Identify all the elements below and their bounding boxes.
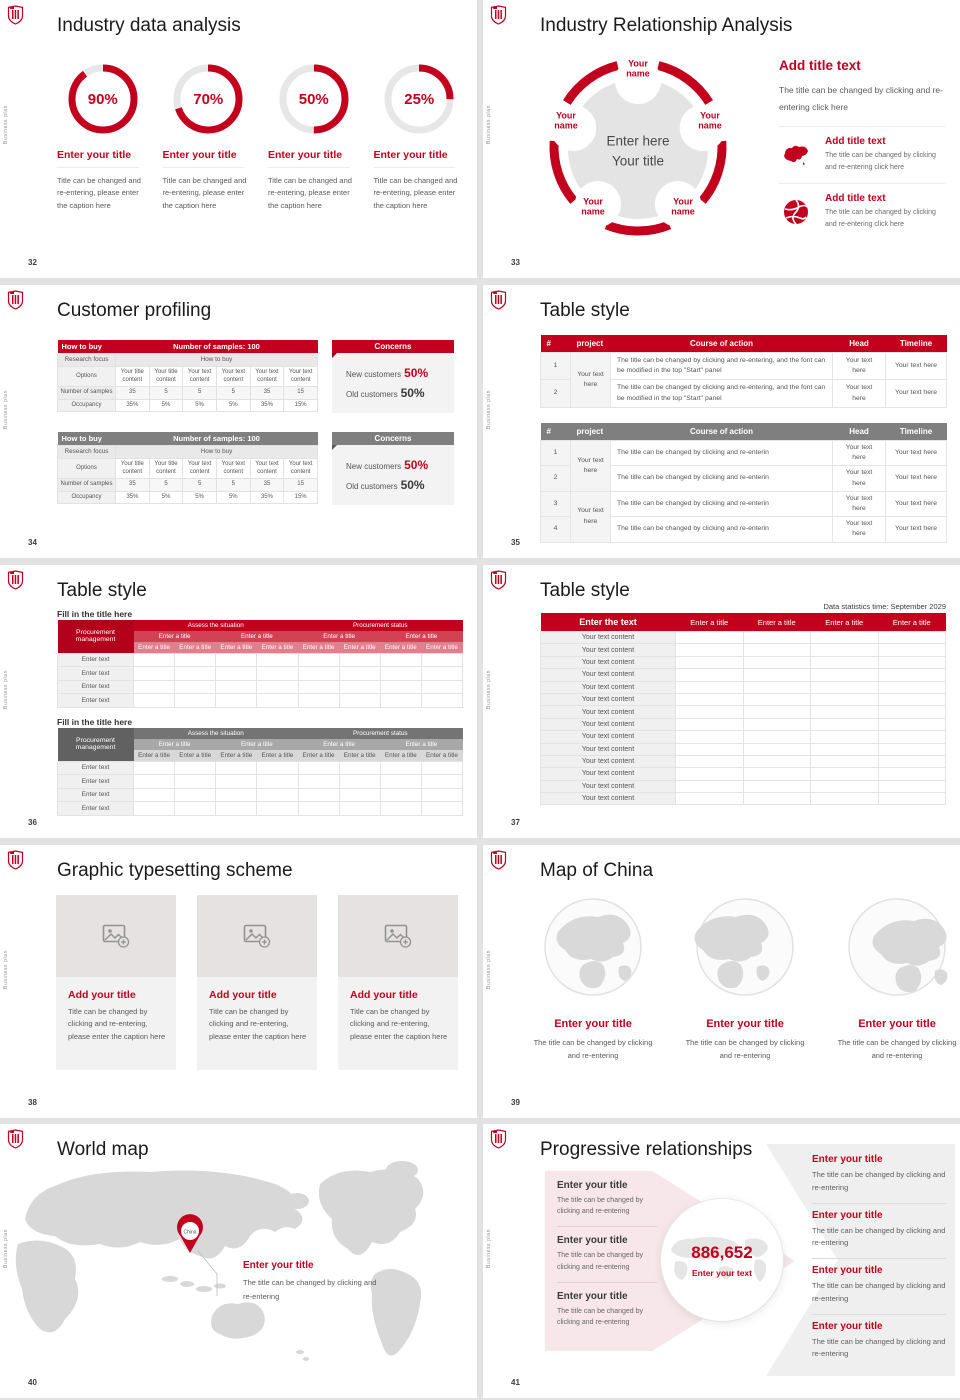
table-row: Your text content xyxy=(541,780,946,792)
table-row: Your text content xyxy=(541,706,946,718)
item-caption: Title can be changed and re-entering, please enter the caption here xyxy=(57,176,141,210)
world-map-graphic xyxy=(12,1156,472,1374)
globe-icon xyxy=(779,193,813,231)
card-caption: Title can be changed by clicking and re-entering, please enter the caption here xyxy=(350,1007,448,1041)
shield-logo-icon xyxy=(490,1129,507,1149)
procurement-table-gray: Procurement management Assess the situation Procurement status Enter a title Enter a title Enter a title Enter a title Enter a title Enter a title Enter a title Enter a title Enter a title Enter a title Enter a title Enter a title Enter text Enter text Enter text Enter text xyxy=(57,728,463,816)
concerns-box-red: Concerns New customers 50% Old customers 50% xyxy=(332,340,454,413)
image-placeholder xyxy=(197,895,317,977)
shield-logo-icon xyxy=(490,5,507,25)
slide-thumbnail-36[interactable] xyxy=(0,565,477,838)
item-title: Enter your title xyxy=(812,1209,883,1221)
shield-logo-icon xyxy=(7,290,24,310)
sidebar-vertical-text: Business plan xyxy=(3,105,9,144)
table-row: Enter text xyxy=(58,788,463,802)
concerns-header: Concerns xyxy=(332,340,454,353)
image-placeholder xyxy=(338,895,458,977)
slide-title: Graphic typesetting scheme xyxy=(57,860,293,881)
slide-title: Map of China xyxy=(540,860,654,881)
donut-stat-item xyxy=(268,62,360,212)
page-number: 37 xyxy=(511,818,520,827)
action-table-gray: # project Course of action Head Timeline 1 Your text here The title can be changed by clicking and re-enterin Your text here Your text here 2 The title can be changed by clicking and re-enterin Your text here Your text here 3 Your text here The title can be changed by clicking and re-enterin Your text here Your text here 4 The title can be changed by clicking and re-enterin Your text here Your text here xyxy=(540,423,947,543)
right-text-column xyxy=(779,58,945,240)
progress-item xyxy=(557,1226,657,1281)
donut-percent-label: 25% xyxy=(404,90,435,108)
page-number: 35 xyxy=(511,538,520,547)
donut-stats-row xyxy=(57,62,465,212)
table-row: Your text content xyxy=(541,669,946,681)
feature-item xyxy=(779,184,945,240)
right-item-list xyxy=(812,1148,946,1369)
globe-icon xyxy=(845,895,949,999)
item-caption: Title can be changed and re-entering, please enter the caption here xyxy=(162,176,247,210)
shield-logo-icon xyxy=(7,850,24,870)
statistic-label: Enter your text xyxy=(692,1267,752,1278)
node-label: Your name xyxy=(554,110,578,131)
buying-table-red: How to buy Number of samples: 100 Research focus How to buy Options Your title content Your title content Your text content Your text content Your text content Your text content Number of samples 35 5 5 5 35 15 Occupancy 35% 5% 5% 5% 35% 15% xyxy=(57,340,318,412)
slide-title: Industry Relationship Analysis xyxy=(540,15,793,36)
item-title: Enter your title xyxy=(163,149,245,168)
shield-logo-icon xyxy=(490,570,507,590)
concerns-box-gray: Concerns New customers 50% Old customers 50% xyxy=(332,432,454,505)
globe-icon xyxy=(541,895,645,999)
item-title: Enter your title xyxy=(268,149,350,168)
progress-item xyxy=(812,1203,946,1259)
page-number: 38 xyxy=(28,1098,37,1107)
card-title: Add your title xyxy=(209,989,277,1001)
progress-item xyxy=(812,1148,946,1203)
item-caption: Title can be changed and re-entering, please enter the caption here xyxy=(373,176,458,210)
slide-title: Industry data analysis xyxy=(57,15,241,36)
slide-thumbnail-32[interactable] xyxy=(0,0,477,278)
sidebar-vertical-text: Business plan xyxy=(486,670,492,709)
item-title: Enter your title xyxy=(812,1154,883,1165)
statistic-value: 886,652 xyxy=(691,1242,753,1262)
table-row: Your text content xyxy=(541,644,946,656)
card-caption: Title can be changed by clicking and re-entering, please enter the caption here xyxy=(209,1007,307,1041)
table-row: Enter text xyxy=(58,802,463,816)
image-card xyxy=(56,895,176,1070)
item-caption: The title can be changed by clicking and re-entering xyxy=(812,1336,946,1359)
image-card xyxy=(197,895,317,1070)
globe-title: Enter your title xyxy=(858,1018,936,1030)
text-content-table: Enter the text Enter a title Enter a title Enter a title Enter a title Your text content Your text content Your text content Your text content Your text content Your text content Your text content Your text content Your text content Your text content Your text content Your text content Your text content Your text content xyxy=(540,613,946,805)
item-caption: The title can be changed by clicking and re-entering xyxy=(812,1281,946,1303)
table-row: Enter text xyxy=(58,653,463,667)
item-title: Enter your title xyxy=(374,149,456,168)
section-title: Fill in the title here xyxy=(57,717,133,727)
page-number: 33 xyxy=(511,258,520,267)
item-title: Enter your title xyxy=(57,149,139,168)
table-row: Your text content xyxy=(541,693,946,705)
image-card xyxy=(338,895,458,1070)
add-picture-icon xyxy=(243,924,271,948)
progress-item xyxy=(812,1258,946,1314)
image-card-row xyxy=(56,895,458,1070)
page-number: 40 xyxy=(28,1378,37,1387)
statistic-circle xyxy=(661,1199,783,1321)
sidebar-vertical-text: Business plan xyxy=(3,390,9,429)
table-row: Enter text xyxy=(58,761,463,775)
globe-caption: The title can be changed by clicking and re-entering xyxy=(685,1038,805,1061)
sidebar-vertical-text: Business plan xyxy=(486,1229,492,1268)
globe-title: Enter your title xyxy=(554,1018,632,1030)
progress-item xyxy=(812,1314,946,1370)
item-title: Enter your title xyxy=(557,1235,628,1247)
add-picture-icon xyxy=(384,924,412,948)
globe-caption: The title can be changed by clicking and re-entering xyxy=(837,1038,957,1061)
section-heading: Add title text xyxy=(779,58,861,73)
map-callout xyxy=(243,1260,383,1303)
section-title: Fill in the title here xyxy=(57,609,133,619)
globe-caption: The title can be changed by clicking and re-entering xyxy=(533,1038,653,1061)
table-row: Your text content xyxy=(541,681,946,693)
feature-body: The title can be changed by clicking and re-entering click here xyxy=(825,152,936,171)
feature-title: Add title text xyxy=(825,192,886,204)
slide-title: World map xyxy=(57,1139,149,1160)
item-caption: The title can be changed by clicking and re-entering xyxy=(812,1225,946,1248)
table-row: Your text content xyxy=(541,718,946,730)
slide-thumbnail-38[interactable] xyxy=(0,845,477,1118)
slide-thumbnail-34[interactable] xyxy=(0,285,477,558)
item-title: Enter your title xyxy=(812,1265,883,1276)
card-title: Add your title xyxy=(68,989,136,1001)
item-caption: The title can be changed by clicking and re-entering xyxy=(557,1307,644,1326)
table-row: Your text content xyxy=(541,755,946,767)
sidebar-vertical-text: Business plan xyxy=(486,105,492,144)
feature-body: The title can be changed by clicking and re-entering click here xyxy=(825,208,936,228)
card-title: Add your title xyxy=(350,989,418,1001)
table-row: Enter text xyxy=(58,680,463,694)
action-table-red: # project Course of action Head Timeline 1 Your text here The title can be changed by clicking and re-entering, and the font can be modified in the top "Start" panel Your text here Your text here 2 The title can be changed by clicking and re-entering, and the font can be modified in the top "Start" panel Your text here Your text here xyxy=(540,335,947,408)
image-placeholder xyxy=(56,895,176,977)
table-row: Your text content xyxy=(541,793,946,805)
gear-center-text: Enter here Your title xyxy=(606,133,670,168)
callout-caption: The title can be changed by clicking and re-entering xyxy=(243,1278,377,1301)
node-label: Your name xyxy=(698,110,722,131)
sidebar-vertical-text: Business plan xyxy=(3,950,9,989)
page-number: 41 xyxy=(511,1378,520,1387)
slide-title: Customer profiling xyxy=(57,300,212,321)
data-statistics-note: Data statistics time: September 2029 xyxy=(823,602,946,611)
section-body: The title can be changed by clicking and re-entering click here xyxy=(779,82,945,127)
table-row: Your text content xyxy=(541,768,946,780)
buying-table-gray: How to buy Number of samples: 100 Research focus How to buy Options Your title content Your title content Your text content Your text content Your text content Your text content Number of samples 35 5 5 5 35 15 Occupancy 35% 5% 5% 5% 35% 15% xyxy=(57,432,318,504)
page-number: 34 xyxy=(28,538,37,547)
globe-item xyxy=(837,895,957,1062)
node-label: Your name xyxy=(626,58,650,79)
concerns-header: Concerns xyxy=(332,432,454,445)
donut-stat-item xyxy=(57,62,149,212)
table-row: Enter text xyxy=(58,694,463,708)
sidebar-vertical-text: Business plan xyxy=(486,950,492,989)
globe-icon xyxy=(693,895,797,999)
table-row: Enter text xyxy=(58,667,463,681)
shield-logo-icon xyxy=(7,5,24,25)
shield-logo-icon xyxy=(7,570,24,590)
left-item-list xyxy=(557,1172,657,1337)
shield-logo-icon xyxy=(490,850,507,870)
item-title: Enter your title xyxy=(557,1180,628,1191)
slide-thumbnail-39[interactable] xyxy=(483,845,960,1118)
table-row: Your text content xyxy=(541,743,946,755)
slide-thumbnail-37[interactable] xyxy=(483,565,960,838)
table-row: Your text content xyxy=(541,632,946,644)
shield-logo-icon xyxy=(7,1129,24,1149)
slide-thumbnail-35[interactable] xyxy=(483,285,960,558)
donut-percent-label: 70% xyxy=(193,90,224,108)
table-row: Your text content xyxy=(541,731,946,743)
slide-title: Table style xyxy=(540,580,630,601)
callout-title: Enter your title xyxy=(243,1260,314,1271)
slide-title: Table style xyxy=(540,300,630,321)
page-number: 36 xyxy=(28,818,37,827)
globe-title: Enter your title xyxy=(706,1018,784,1030)
donut-percent-label: 50% xyxy=(298,90,329,108)
slide-title: Table style xyxy=(57,580,147,601)
sidebar-vertical-text: Business plan xyxy=(3,1229,9,1268)
card-caption: Title can be changed by clicking and re-entering, please enter the caption here xyxy=(68,1007,166,1041)
donut-stat-item xyxy=(374,62,466,212)
svg-text:China: China xyxy=(183,1229,197,1236)
donut-stat-item xyxy=(163,62,255,212)
sidebar-vertical-text: Business plan xyxy=(3,670,9,709)
node-label: Your name xyxy=(581,196,605,217)
item-caption: Title can be changed and re-entering, please enter the caption here xyxy=(268,176,352,210)
globe-item xyxy=(685,895,805,1062)
table-row: Enter text xyxy=(58,775,463,789)
table-row: Your text content xyxy=(541,656,946,668)
globe-item xyxy=(533,895,653,1062)
item-title: Enter your title xyxy=(812,1320,883,1332)
procurement-table-red: Procurement management Assess the situation Procurement status Enter a title Enter a title Enter a title Enter a title Enter a title Enter a title Enter a title Enter a title Enter a title Enter a title Enter a title Enter a title Enter text Enter text Enter text Enter text xyxy=(57,620,463,708)
page-number: 32 xyxy=(28,258,37,267)
item-caption: The title can be changed by clicking and re-entering xyxy=(557,1252,644,1271)
donut-percent-label: 90% xyxy=(87,90,118,108)
page-number: 39 xyxy=(511,1098,520,1107)
feature-title: Add title text xyxy=(825,136,886,147)
shield-logo-icon xyxy=(490,290,507,310)
slide-title: Progressive relationships xyxy=(540,1139,753,1160)
item-caption: The title can be changed by clicking and re-entering xyxy=(557,1197,644,1216)
relationship-gear-diagram xyxy=(533,42,743,254)
slide-thumbnail-33[interactable] xyxy=(483,0,960,278)
globe-row xyxy=(533,895,957,1062)
slide-thumbnail-40[interactable] xyxy=(0,1124,477,1398)
item-title: Enter your title xyxy=(557,1290,628,1302)
item-caption: The title can be changed by clicking and re-entering xyxy=(812,1170,946,1192)
add-picture-icon xyxy=(102,924,130,948)
progress-item xyxy=(557,1282,657,1337)
sidebar-vertical-text: Business plan xyxy=(486,390,492,429)
progress-item xyxy=(557,1172,657,1226)
china-map-icon xyxy=(779,136,813,174)
slide-thumbnail-41[interactable] xyxy=(483,1124,960,1398)
node-label: Your name xyxy=(671,196,695,217)
feature-item xyxy=(779,127,945,184)
